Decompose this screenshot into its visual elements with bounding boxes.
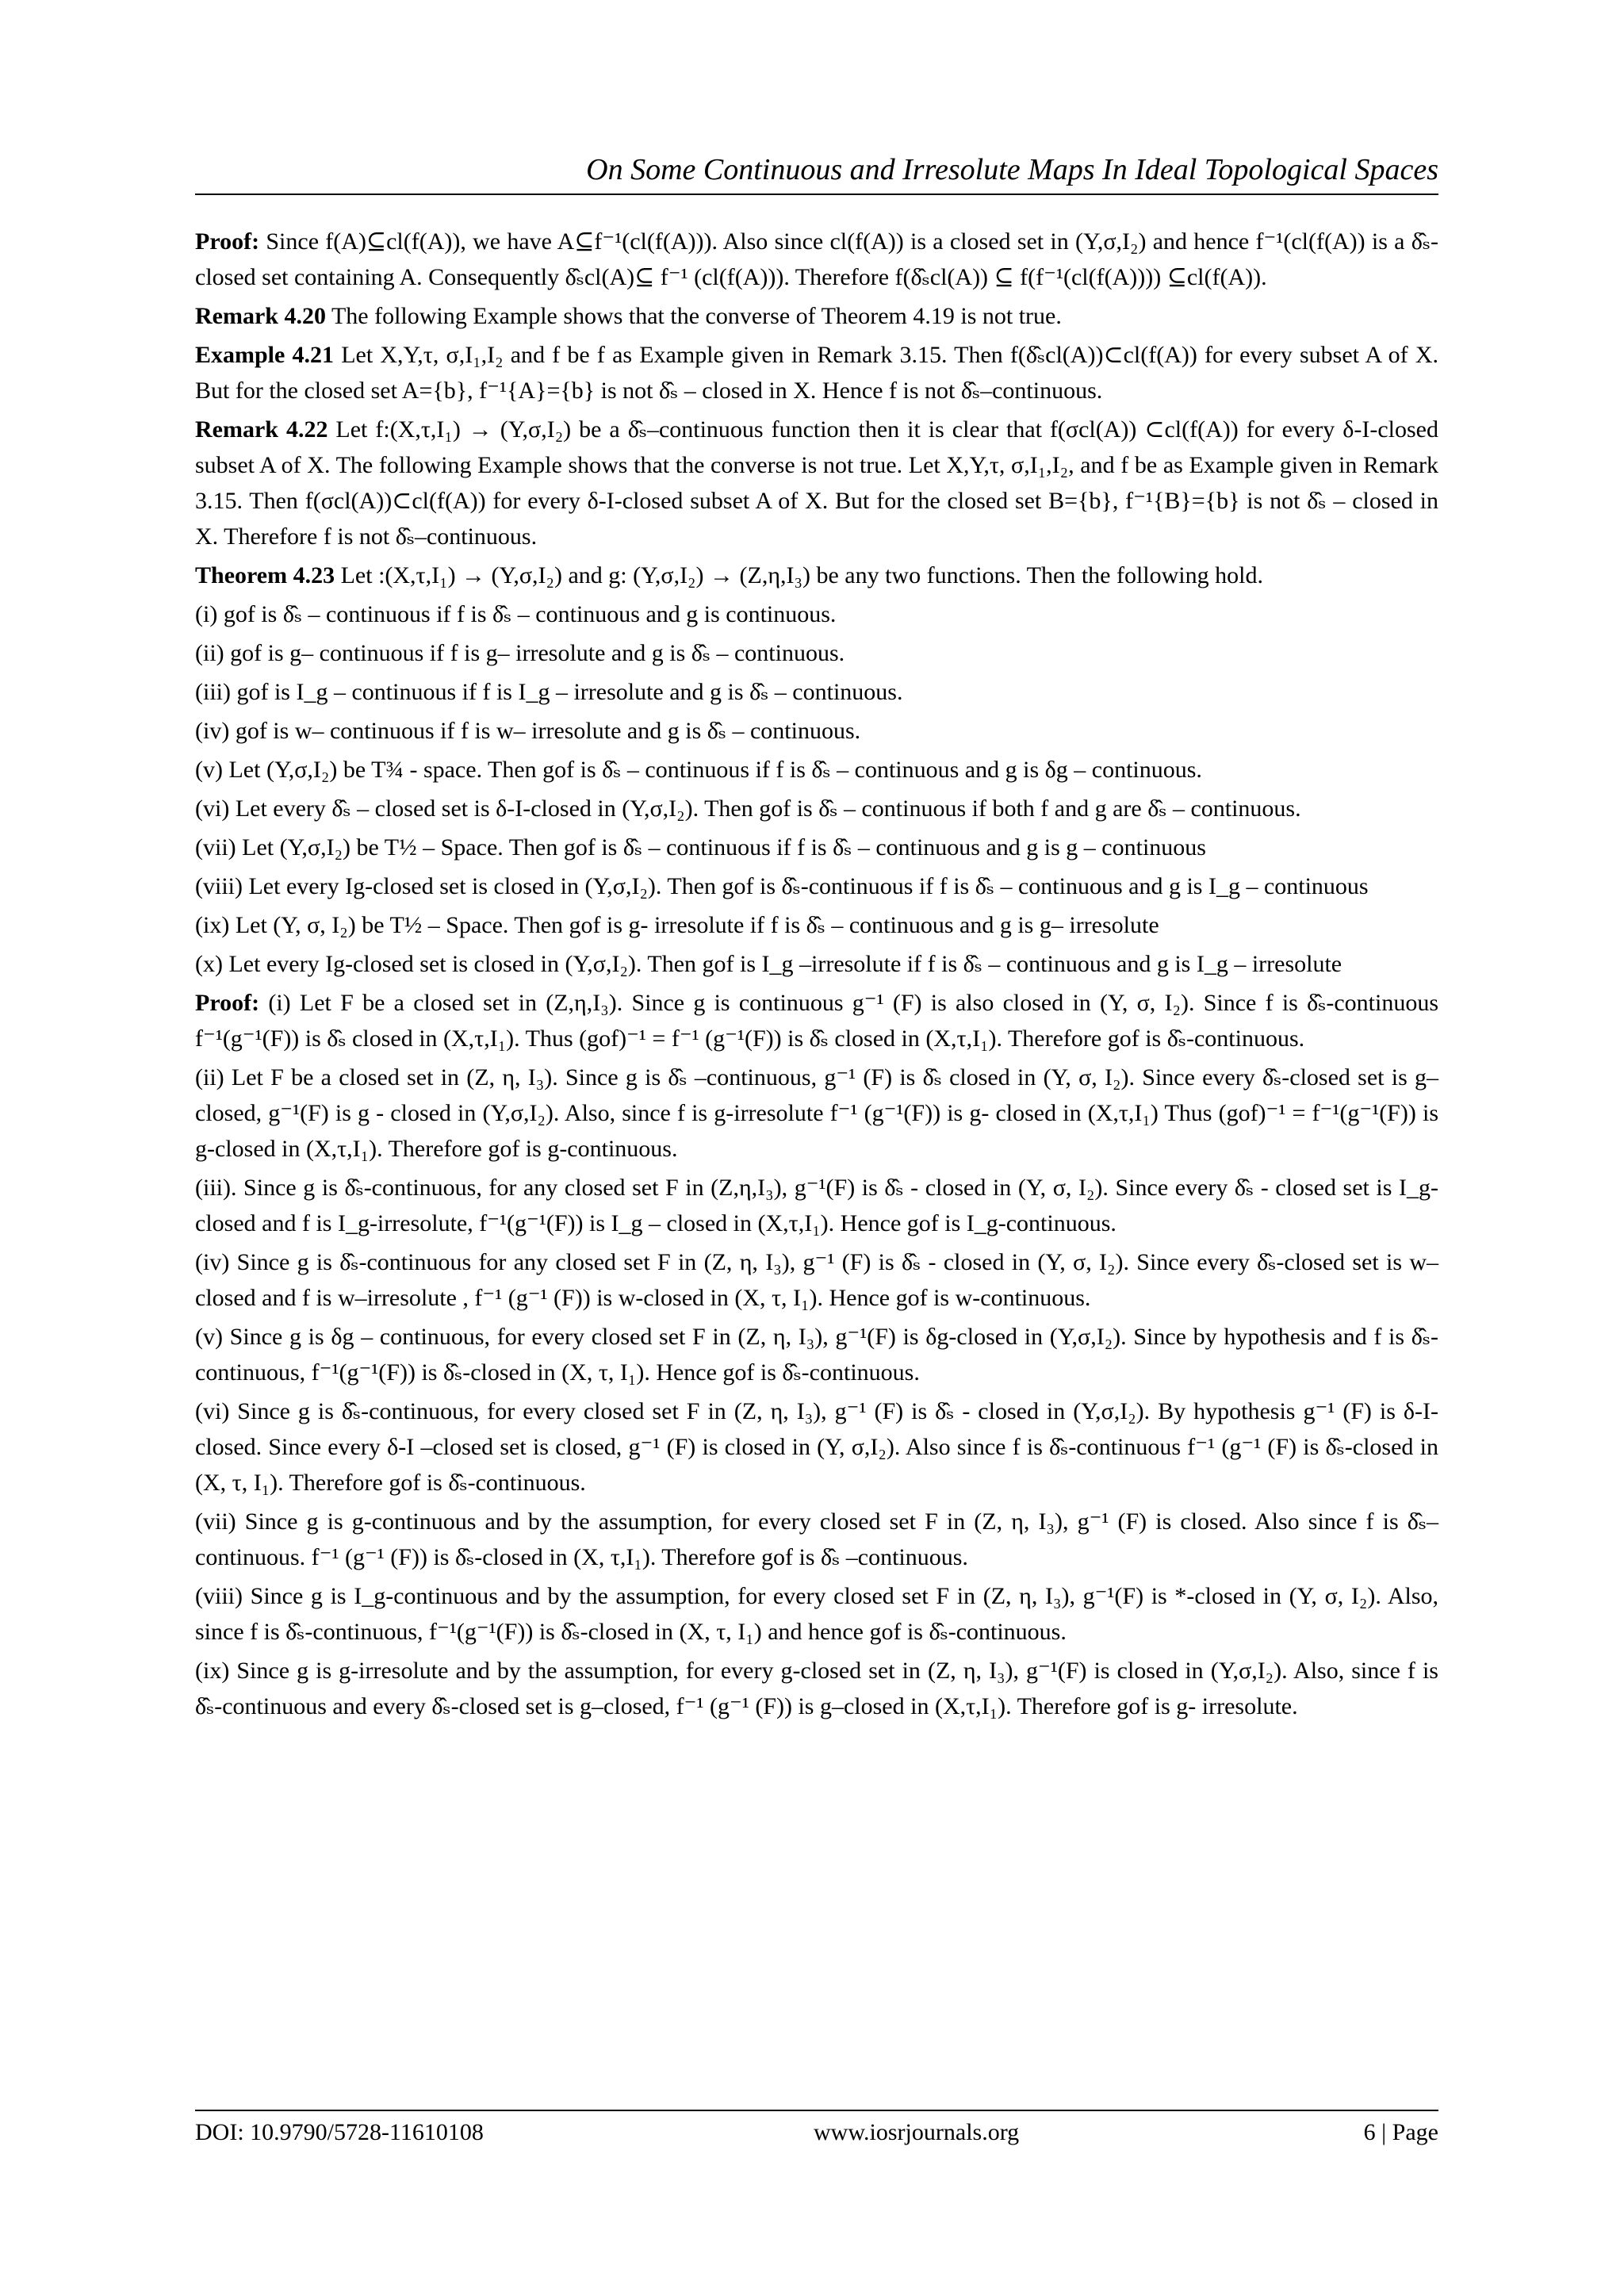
proof-paragraph: (ix) Since g is g-irresolute and by the assumption, for every g-closed set in (Z, η, I₃), g⁻¹(F) is closed in (Y,σ,I₂). Also, since f is δ̂ₛ-continuous and every δ̂ₛ-closed set is g–closed, f⁻¹ (g⁻¹ (F)) is g–closed in (X,τ,I₁). Therefore gof is g- irresolute. xyxy=(195,1658,1438,1719)
proof-paragraph: (iv) Since g is δ̂ₛ-continuous for any closed set F in (Z, η, I₃), g⁻¹ (F) is δ̂ₛ - closed in (Y, σ, I₂). Since every δ̂ₛ-closed set is w–closed and f is w–irresolute , f⁻¹ (g⁻¹ (F)) is w-closed in (X, τ, I₁). Hence gof is w-continuous. xyxy=(195,1249,1438,1311)
proof-paragraph xyxy=(195,224,1438,295)
remark-paragraph xyxy=(195,412,1438,554)
journal-website-link[interactable]: www.iosrjournals.org xyxy=(814,2119,1020,2145)
theorem-paragraph xyxy=(195,558,1438,593)
proof-paragraph: (ii) Let F be a closed set in (Z, η, I₃). Since g is δ̂ₛ –continuous, g⁻¹ (F) is δ̂ₛ closed in (Y, σ, I₂). Since every δ̂ₛ-closed set is g–closed, g⁻¹(F) is g - closed in (Y,σ,I₂). Also, since f is g-irresolute f⁻¹ (g⁻¹(F)) is g- closed in (X,τ,I₁) Thus (gof)⁻¹ = f⁻¹(g⁻¹(F)) is g-closed in (X,τ,I₁). Therefore gof is g-continuous. xyxy=(195,1064,1438,1162)
proof-paragraph xyxy=(195,985,1438,1056)
theorem-item: (iv) gof is w– continuous if f is w– irresolute and g is δ̂ₛ – continuous. xyxy=(195,718,861,744)
paragraph-text: (i) Let F be a closed set in (Z,η,I₃). Since g is continuous g⁻¹ (F) is also closed in (Y, σ, I₂). Since f is δ̂ₛ-continuous f⁻¹(g⁻¹(F)) is δ̂ₛ closed in (X,τ,I₁). Thus (gof)⁻¹ = f⁻¹ (g⁻¹(F)) is δ̂ₛ closed in (X,τ,I₁). Therefore gof is δ̂ₛ-continuous. xyxy=(195,990,1438,1052)
paragraph-text: The following Example shows that the converse of Theorem 4.19 is not true. xyxy=(325,303,1062,329)
theorem-item: (vi) Let every δ̂ₛ – closed set is δ-I-closed in (Y,σ,I₂). Then gof is δ̂ₛ – continuous if both f and g are δ̂ₛ – continuous. xyxy=(195,795,1301,822)
paragraph-lead: Remark 4.20 xyxy=(195,303,326,329)
theorem-item: (iii) gof is I_g – continuous if f is I_g – irresolute and g is δ̂ₛ – continuous. xyxy=(195,679,903,705)
paragraph-lead: Theorem 4.23 xyxy=(195,562,335,588)
paragraph-lead: Remark 4.22 xyxy=(195,416,328,443)
theorem-item: (v) Let (Y,σ,I₂) be T¾ - space. Then gof is δ̂ₛ – continuous if f is δ̂ₛ – continuous and g is δg – continuous. xyxy=(195,757,1202,783)
proof-paragraph: (viii) Since g is I_g-continuous and by the assumption, for every closed set F in (Z, η, I₃), g⁻¹(F) is *-closed in (Y, σ, I₂). Also, since f is δ̂ₛ-continuous, f⁻¹(g⁻¹(F)) is δ̂ₛ-closed in (X, τ, I₁) and hence gof is δ̂ₛ-continuous. xyxy=(195,1583,1438,1645)
paragraph-text: Let f:(X,τ,I₁) → (Y,σ,I₂) be a δ̂ₛ–continuous function then it is clear that f(σcl(A)) ⊂cl(f(A)) for every δ-I-closed subset A of X. The following Example shows that the converse is not true. Let X,Y,τ, σ,I₁,I₂, and f be as Example given in Remark 3.15. Then f(σcl(A))⊂cl(f(A)) for every δ-I-closed subset A of X. But for the closed set B={b}, f⁻¹{B}={b} is not δ̂ₛ – closed in X. Therefore f is not δ̂ₛ–continuous. xyxy=(195,416,1438,550)
theorem-item: (i) gof is δ̂ₛ – continuous if f is δ̂ₛ – continuous and g is continuous. xyxy=(195,601,837,627)
theorem-item: (x) Let every Ig-closed set is closed in (Y,σ,I₂). Then gof is I_g –irresolute if f is δ̂ₛ – continuous and g is I_g – irresolute xyxy=(195,951,1342,977)
paragraph-lead: Proof: xyxy=(195,228,260,255)
theorem-item: (ix) Let (Y, σ, I₂) be T½ – Space. Then gof is g- irresolute if f is δ̂ₛ – continuous and g is g– irresolute xyxy=(195,912,1159,938)
running-header-title: On Some Continuous and Irresolute Maps In Ideal Topological Spaces xyxy=(586,153,1438,186)
proof-paragraph: (iii). Since g is δ̂ₛ-continuous, for any closed set F in (Z,η,I₃), g⁻¹(F) is δ̂ₛ - closed in (Y, σ, I₂). Since every δ̂ₛ - closed set is I_g-closed and f is I_g-irresolute, f⁻¹(g⁻¹(F)) is I_g – closed in (X,τ,I₁). Hence gof is I_g-continuous. xyxy=(195,1175,1438,1236)
theorem-item: (viii) Let every Ig-closed set is closed in (Y,σ,I₂). Then gof is δ̂ₛ-continuous if f is δ̂ₛ – continuous and g is I_g – continuous xyxy=(195,873,1369,899)
header-divider xyxy=(195,194,1438,195)
paragraph-text: Let :(X,τ,I₁) → (Y,σ,I₂) and g: (Y,σ,I₂) → (Z,η,I₃) be any two functions. Then the following hold. xyxy=(335,562,1263,588)
page-number: 6 | Page xyxy=(1363,2119,1438,2145)
remark-paragraph xyxy=(195,298,1438,334)
footer-divider xyxy=(195,2110,1438,2111)
doi-text: DOI: 10.9790/5728-11610108 xyxy=(195,2119,484,2145)
theorem-item: (ii) gof is g– continuous if f is g– irresolute and g is δ̂ₛ – continuous. xyxy=(195,640,845,666)
proof-paragraph: (vi) Since g is δ̂ₛ-continuous, for every closed set F in (Z, η, I₃), g⁻¹ (F) is δ̂ₛ - closed in (Y,σ,I₂). By hypothesis g⁻¹ (F) is δ-I-closed. Since every δ-I –closed set is closed, g⁻¹ (F) is closed in (Y, σ,I₂). Also since f is δ̂ₛ-continuous f⁻¹ (g⁻¹ (F) is δ̂ₛ-closed in (X, τ, I₁). Therefore gof is δ̂ₛ-continuous. xyxy=(195,1398,1438,1496)
theorem-item: (vii) Let (Y,σ,I₂) be T½ – Space. Then gof is δ̂ₛ – continuous if f is δ̂ₛ – continuous and g is g – continuous xyxy=(195,834,1206,861)
paragraph-lead: Proof: xyxy=(195,990,260,1016)
proof-paragraph: (v) Since g is δg – continuous, for every closed set F in (Z, η, I₃), g⁻¹(F) is δg-closed in (Y,σ,I₂). Since by hypothesis and f is δ̂ₛ-continuous, f⁻¹(g⁻¹(F)) is δ̂ₛ-closed in (X, τ, I₁). Hence gof is δ̂ₛ-continuous. xyxy=(195,1324,1438,1386)
article-body xyxy=(195,224,1438,1727)
proof-paragraph: (vii) Since g is g-continuous and by the assumption, for every closed set F in (Z, η, I₃), g⁻¹ (F) is closed. Also since f is δ̂ₛ–continuous. f⁻¹ (g⁻¹ (F)) is δ̂ₛ-closed in (X, τ,I₁). Therefore gof is δ̂ₛ –continuous. xyxy=(195,1508,1438,1570)
example-paragraph xyxy=(195,337,1438,408)
paragraph-text: Let X,Y,τ, σ,I₁,I₂ and f be f as Example given in Remark 3.15. Then f(δ̂ₛcl(A))⊂cl(f(A)) for every subset A of X. But for the closed set A={b}, f⁻¹{A}={b} is not δ̂ₛ – closed in X. Hence f is not δ̂ₛ–continuous. xyxy=(195,342,1438,404)
paragraph-text: Since f(A)⊆cl(f(A)), we have A⊆f⁻¹(cl(f(A))). Also since cl(f(A)) is a closed set in (Y,σ,I₂) and hence f⁻¹(cl(f(A)) is a δ̂ₛ-closed set containing A. Consequently δ̂ₛcl(A)⊆ f⁻¹ (cl(f(A))). Therefore f(δ̂ₛcl(A)) ⊆ f(f⁻¹(cl(f(A)))) ⊆cl(f(A)). xyxy=(195,228,1438,290)
paragraph-lead: Example 4.21 xyxy=(195,342,335,368)
